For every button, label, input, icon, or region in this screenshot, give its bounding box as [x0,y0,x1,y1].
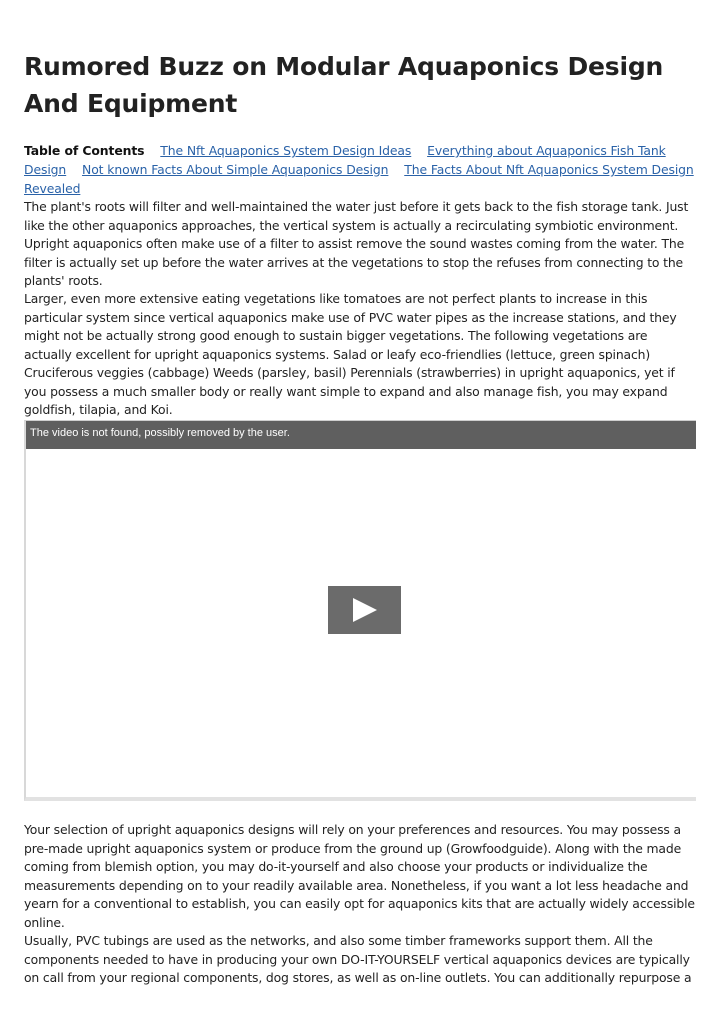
play-button[interactable] [328,586,401,634]
video-player[interactable] [24,420,696,801]
play-icon [353,598,377,622]
table-of-contents [24,141,704,198]
toc-link-nft-revealed[interactable]: The Facts About Nft Aquaponics System Design Revealed [24,162,694,196]
paragraph: Your selection of upright aquaponics designs will rely on your preferences and resources. You may possess a pre-made upright aquaponics system or produce from the ground up (Growfoodguide). Along with the made coming from blemish option, you may do-it-yourself and also choose your products or individualize the measurements depending on to your readily available area. Nonetheless, if you want a lot less headache and yearn for a conventional to establish, you can easily opt for aquaponics kits that are actually widely accessible online. [24,822,695,930]
paragraph: The plant's roots will filter and well-maintained the water just before it gets back to the fish storage tank. Just like the other aquaponics approaches, the vertical system is actually a recirculating symbiotic environment. Upright aquaponics often make use of a filter to assist remove the sound wastes coming from the water. The filter is actually set up before the water arrives at the vegetations to stop the refuses from connecting to the plants' roots. [24,199,689,288]
paragraph: Larger, even more extensive eating vegetations like tomatoes are not perfect plants to increase in this particular system since vertical aquaponics make use of PVC water pipes as the increase stations, and they might not be actually strong good enough to sustain bigger vegetations. The following vegetations are actually excellent for upright aquaponics systems. Salad or leafy eco-friendlies (lettuce, green spinach) Cruciferous veggies (cabbage) Weeds (parsley, basil) Perennials (strawberries) in upright aquaponics, yet if you possess a much smaller body or really want simple to expand and also manage fish, you may expand goldfish, tilapia, and Koi. [24,291,677,417]
video-title-bar [26,421,696,449]
video-error-message: The video is not found, possibly removed by the user. [30,427,290,439]
toc-label: Table of Contents [24,143,145,158]
toc-link-nft-ideas[interactable]: The Nft Aquaponics System Design Ideas [160,143,412,158]
toc-link-fish-tank-design[interactable]: Everything about Aquaponics Fish Tank Design [24,143,666,177]
paragraph: Usually, PVC tubings are used as the networks, and also some timber frameworks support them. All the components needed to have in producing your own DO-IT-YOURSELF vertical aquaponics devices are typically on call from your regional components, dog stores, as well as on-line outlets. You can additionally repurpose a [24,933,692,985]
toc-link-simple-design[interactable]: Not known Facts About Simple Aquaponics Design [82,162,389,177]
page-title: Rumored Buzz on Modular Aquaponics Design And Equipment [24,52,664,118]
